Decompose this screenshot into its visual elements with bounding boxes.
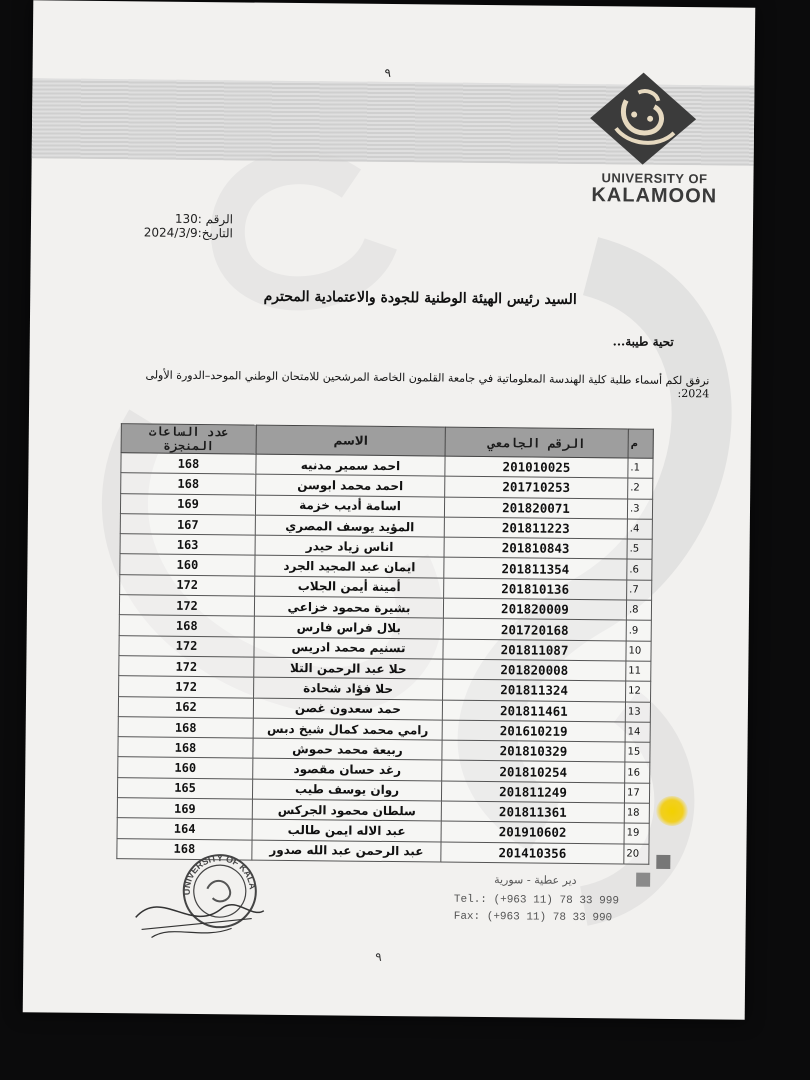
row-name: أمينة أيمن الجلاب [255,576,444,598]
table-body [117,453,653,864]
row-name: بشيرة محمود خزاعي [254,596,443,618]
row-id: 201720168 [443,618,626,640]
header-name: الاسم [256,425,445,456]
row-name: اناس زياد حيدر [255,535,444,557]
row-id: 201811249 [441,781,624,803]
reference-block [123,211,233,240]
decor-square [656,855,670,869]
intro-paragraph: نرفق لكم أسماء طلبة كلية الهندسة المعلوماتية في جامعة القلمون الخاصة المرشحين للامتحان الوطني الموحد–الدورة الأولى 2024: [145,368,710,401]
header-id: الرقم الجامعي [445,427,628,458]
row-id: 201910602 [441,821,624,843]
row-hours: 172 [119,595,254,617]
row-id: 201811361 [441,801,624,823]
row-hours: 169 [120,493,255,515]
row-id: 201811223 [444,517,627,539]
footer-contact [454,873,625,930]
row-hours: 172 [119,635,254,657]
row-name: احمد محمد ابوسن [256,474,445,496]
decor-square [636,873,650,887]
row-id: 201811461 [442,700,625,722]
row-num: 2. [628,478,653,499]
row-name: حلا عبد الرحمن التلا [254,657,443,679]
row-name: احمد سمير مدنيه [256,454,445,476]
university-line1: UNIVERSITY OF [601,170,708,187]
row-id: 201010025 [445,456,628,478]
row-name: تسنيم محمد ادريس [254,637,443,659]
row-name: اسامة أديب خزمة [255,495,444,517]
row-num: 6. [627,559,652,580]
row-num: 17 [624,783,649,804]
row-hours: 168 [118,737,253,759]
row-name: بلال فراس فارس [254,616,443,638]
row-num: 10 [626,641,651,662]
row-id: 201811324 [443,679,626,701]
row-name: المؤيد يوسف المصري [255,515,444,537]
row-num: 4. [627,519,652,540]
header-num: م [628,429,653,458]
row-id: 201710253 [445,476,628,498]
reference-number: الرقم :130 [174,211,234,227]
row-name: عبد الاله ايمن طالب [252,819,441,841]
row-num: 11 [626,661,651,682]
row-hours: 172 [119,656,254,678]
page-mark-top: ٩ [384,65,392,80]
footer-tel: Tel.: (+963 11) 78 33 999 [453,893,620,908]
header-hours: عدد الساعات المنجزة [121,424,256,454]
students-table-wrap [116,423,654,864]
row-id: 201820009 [443,598,626,620]
kalamoon-emblem-icon [588,70,699,167]
row-id: 201820071 [444,497,627,519]
students-table [116,423,654,864]
row-hours: 168 [121,453,256,475]
row-hours: 172 [120,574,255,596]
row-name: ربيعة محمد حموش [253,738,442,760]
row-hours: 168 [121,473,256,495]
row-hours: 163 [120,534,255,556]
row-num: 19 [624,823,649,844]
row-name: رغد حسان مقصود [253,759,442,781]
row-num: 13 [625,702,650,723]
row-id: 201810254 [442,761,625,783]
row-hours: 168 [118,717,253,739]
row-num: 18 [624,803,649,824]
row-num: 9. [626,620,651,641]
row-hours: 165 [117,777,252,799]
row-id: 201820008 [443,659,626,681]
row-id: 201410356 [441,842,624,864]
row-num: 16 [625,762,650,783]
row-name: حمد سعدون غصن [253,698,442,720]
row-hours: 172 [119,676,254,698]
row-name: روان يوسف طيب [252,779,441,801]
row-id: 201610219 [442,720,625,742]
document-page [23,0,756,1020]
university-line2: KALAMOON [591,184,718,208]
row-name: عبد الرحمن عبد الله صدور [252,840,441,862]
row-num: 14 [625,722,650,743]
footer-fax: Fax: (+963 11) 78 33 990 [453,910,613,925]
row-hours: 160 [120,554,255,576]
row-num: 12 [626,681,651,702]
row-num: 3. [627,499,652,520]
seal-text: UNIVERSITY OF KALAMOON [181,853,258,896]
row-id: 201811354 [444,558,627,580]
footer-location: دير عطية - سورية [494,873,577,887]
row-id: 201810136 [444,578,627,600]
row-num: 5. [627,539,652,560]
row-name: ايمان عبد المجيد الجرد [255,556,444,578]
row-id: 201810329 [442,740,625,762]
row-hours: 169 [117,798,252,820]
university-name [579,170,729,207]
row-num: 1. [628,458,653,479]
row-id: 201811087 [443,639,626,661]
row-hours: 162 [118,696,253,718]
reference-date: التاريخ:2024/3/9 [143,225,233,241]
university-logo [579,70,730,212]
greeting-line: تحية طيبة... [612,334,674,349]
row-num: 15 [625,742,650,763]
addressee-line: السيد رئيس الهيئة الوطنية للجودة والاعتمادية المحترم [263,288,577,308]
row-hours: 160 [118,757,253,779]
page-mark-bottom: ٩ [375,949,382,964]
row-num: 8. [626,600,651,621]
row-id: 201810843 [444,537,627,559]
highlighter-spot [656,796,688,826]
row-hours: 164 [117,818,252,840]
row-name: سلطان محمود الجركس [252,799,441,821]
row-hours: 168 [117,838,252,860]
university-seal-stamp [131,847,267,948]
row-name: حلا فؤاد شحادة [254,677,443,699]
row-hours: 167 [120,514,255,536]
row-num: 20 [624,844,649,865]
row-num: 7. [627,580,652,601]
row-name: رامي محمد كمال شيخ دبس [253,718,442,740]
row-hours: 168 [119,615,254,637]
